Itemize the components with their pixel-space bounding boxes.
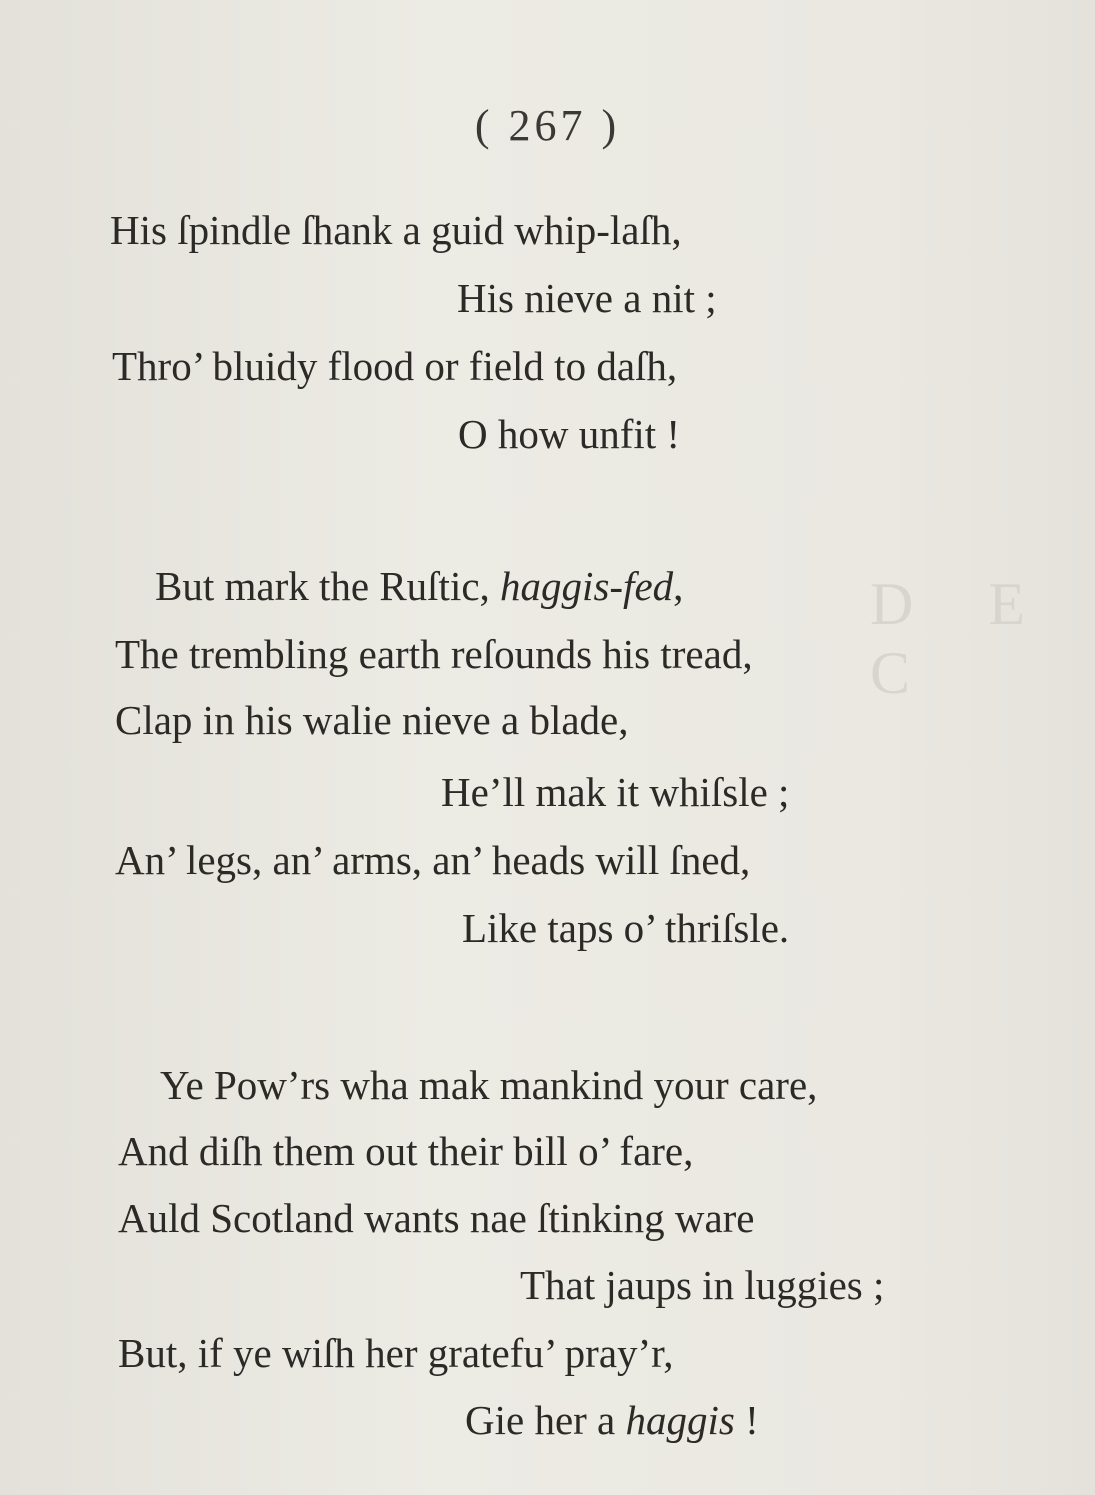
page-number: ( 267 ) bbox=[474, 101, 621, 150]
verse-line: And diſh them out their bill o’ fare, bbox=[118, 1128, 694, 1174]
verse-line: O how unfit ! bbox=[458, 411, 681, 457]
verse-line: He’ll mak it whiſsle ; bbox=[441, 769, 790, 815]
verse-line: Ye Pow’rs wha mak mankind your care, bbox=[160, 1062, 818, 1108]
verse-line: Like taps o’ thriſsle. bbox=[462, 905, 790, 951]
verse-line bbox=[155, 563, 684, 609]
verse-text: ! bbox=[734, 1397, 759, 1443]
verse-line: His ſpindle ſhank a guid whip-laſh, bbox=[110, 207, 682, 253]
italic-word: haggis-fed bbox=[500, 563, 674, 609]
verse-line: That jaups in luggies ; bbox=[520, 1262, 885, 1308]
verse-line: His nieve a nit ; bbox=[457, 275, 717, 321]
verse-line bbox=[465, 1397, 759, 1443]
verse-text: , bbox=[673, 563, 684, 609]
verse-line: But, if ye wiſh her gratefu’ pray’r, bbox=[118, 1330, 674, 1376]
italic-word: haggis bbox=[625, 1397, 735, 1443]
verse-line: Auld Scotland wants nae ſtinking ware bbox=[118, 1195, 755, 1241]
verse-text: But mark the Ruſtic, bbox=[155, 563, 501, 609]
verse-text: Gie her a bbox=[465, 1397, 626, 1443]
bleed-through-text: D E C bbox=[870, 571, 1055, 706]
verse-line: The trembling earth reſounds his tread, bbox=[115, 631, 753, 677]
verse-line: Thro’ bluidy flood or field to daſh, bbox=[112, 343, 678, 389]
verse-line: An’ legs, an’ arms, an’ heads will ſned, bbox=[115, 837, 751, 883]
verse-line: Clap in his walie nieve a blade, bbox=[115, 697, 629, 743]
